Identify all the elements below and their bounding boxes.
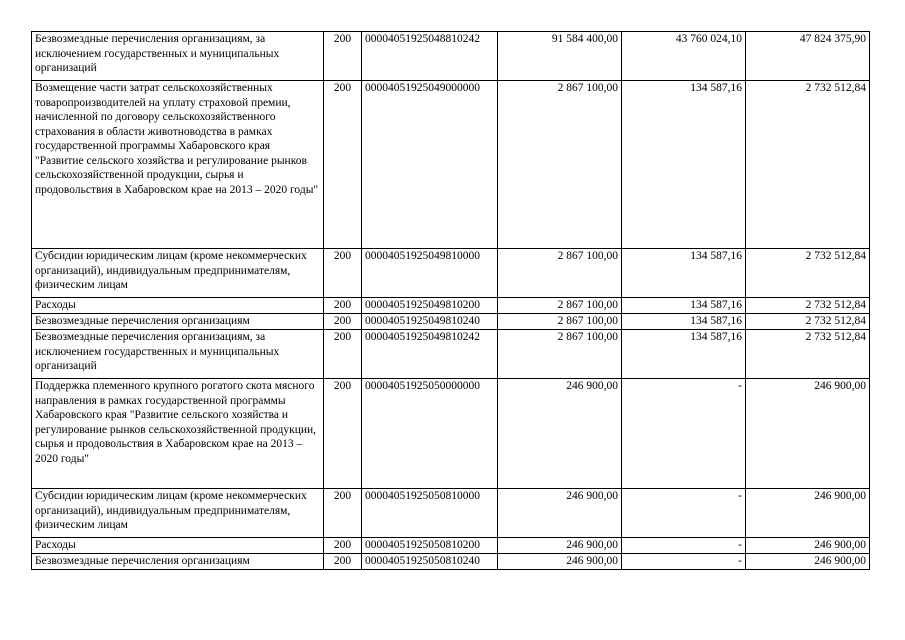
row-unexecuted-amount: 2 732 512,84	[746, 298, 870, 314]
row-name: Безвозмездные перечисления организациям, за исключением государственных и муниципальных организаций	[32, 32, 324, 81]
row-name: Расходы	[32, 538, 324, 554]
row-line-code: 200	[324, 554, 362, 570]
row-name: Субсидии юридическим лицам (кроме некоммерческих организаций), индивидуальным предпринимателям, физическим лицам	[32, 249, 324, 298]
row-executed-amount: 134 587,16	[622, 314, 746, 330]
row-executed-amount: 134 587,16	[622, 81, 746, 249]
row-name: Поддержка племенного крупного рогатого скота мясного направления в рамках государственной программы Хабаровского края "Развитие сельского хозяйства и регулирование рынков сельскохозяйственной продукции, сырья и продовольствия в Хабаровском крае на 2013 – 2020 годы"	[32, 379, 324, 489]
row-executed-amount: -	[622, 489, 746, 538]
row-unexecuted-amount: 2 732 512,84	[746, 314, 870, 330]
row-unexecuted-amount: 246 900,00	[746, 554, 870, 570]
row-line-code: 200	[324, 379, 362, 489]
row-approved-amount: 246 900,00	[498, 379, 622, 489]
row-budget-code: 00004051925049810242	[362, 330, 498, 379]
row-name: Расходы	[32, 298, 324, 314]
table-row	[32, 554, 870, 570]
row-budget-code: 00004051925050810000	[362, 489, 498, 538]
row-unexecuted-amount: 2 732 512,84	[746, 81, 870, 249]
row-line-code: 200	[324, 489, 362, 538]
row-approved-amount: 2 867 100,00	[498, 81, 622, 249]
row-line-code: 200	[324, 298, 362, 314]
row-budget-code: 00004051925049810240	[362, 314, 498, 330]
row-line-code: 200	[324, 81, 362, 249]
table-row	[32, 32, 870, 81]
row-unexecuted-amount: 246 900,00	[746, 538, 870, 554]
row-name: Безвозмездные перечисления организациям	[32, 314, 324, 330]
row-budget-code: 00004051925050000000	[362, 379, 498, 489]
table-row	[32, 298, 870, 314]
row-approved-amount: 2 867 100,00	[498, 298, 622, 314]
row-approved-amount: 91 584 400,00	[498, 32, 622, 81]
row-line-code: 200	[324, 330, 362, 379]
row-executed-amount: 134 587,16	[622, 298, 746, 314]
row-unexecuted-amount: 2 732 512,84	[746, 330, 870, 379]
row-approved-amount: 246 900,00	[498, 489, 622, 538]
table-row	[32, 538, 870, 554]
row-budget-code: 00004051925049810000	[362, 249, 498, 298]
row-budget-code: 00004051925048810242	[362, 32, 498, 81]
row-budget-code: 00004051925049810200	[362, 298, 498, 314]
table-row	[32, 379, 870, 489]
row-name: Субсидии юридическим лицам (кроме некоммерческих организаций), индивидуальным предпринимателям, физическим лицам	[32, 489, 324, 538]
row-budget-code: 00004051925049000000	[362, 81, 498, 249]
row-line-code: 200	[324, 32, 362, 81]
row-approved-amount: 246 900,00	[498, 554, 622, 570]
row-executed-amount: -	[622, 538, 746, 554]
row-line-code: 200	[324, 314, 362, 330]
row-name: Безвозмездные перечисления организациям	[32, 554, 324, 570]
row-approved-amount: 2 867 100,00	[498, 249, 622, 298]
row-unexecuted-amount: 246 900,00	[746, 489, 870, 538]
row-budget-code: 00004051925050810240	[362, 554, 498, 570]
table-row	[32, 489, 870, 538]
row-name: Возмещение части затрат сельскохозяйственных товаропроизводителей на уплату страховой премии, начисленной по договору сельскохозяйственного страхования в области животноводства в рамках государственной программы Хабаровского края "Развитие сельского хозяйства и регулирование рынков сельскохозяйственной продукции, сырья и продовольствия в Хабаровском крае на 2013 – 2020 годы"	[32, 81, 324, 249]
row-executed-amount: -	[622, 379, 746, 489]
table-row	[32, 314, 870, 330]
row-unexecuted-amount: 47 824 375,90	[746, 32, 870, 81]
table-row	[32, 249, 870, 298]
row-budget-code: 00004051925050810200	[362, 538, 498, 554]
budget-execution-table	[31, 31, 870, 570]
row-unexecuted-amount: 246 900,00	[746, 379, 870, 489]
table-row	[32, 81, 870, 249]
table-row	[32, 330, 870, 379]
row-executed-amount: 134 587,16	[622, 330, 746, 379]
row-executed-amount: 43 760 024,10	[622, 32, 746, 81]
row-executed-amount: 134 587,16	[622, 249, 746, 298]
row-unexecuted-amount: 2 732 512,84	[746, 249, 870, 298]
row-line-code: 200	[324, 249, 362, 298]
row-approved-amount: 246 900,00	[498, 538, 622, 554]
row-executed-amount: -	[622, 554, 746, 570]
row-name: Безвозмездные перечисления организациям, за исключением государственных и муниципальных организаций	[32, 330, 324, 379]
row-approved-amount: 2 867 100,00	[498, 330, 622, 379]
row-approved-amount: 2 867 100,00	[498, 314, 622, 330]
row-line-code: 200	[324, 538, 362, 554]
